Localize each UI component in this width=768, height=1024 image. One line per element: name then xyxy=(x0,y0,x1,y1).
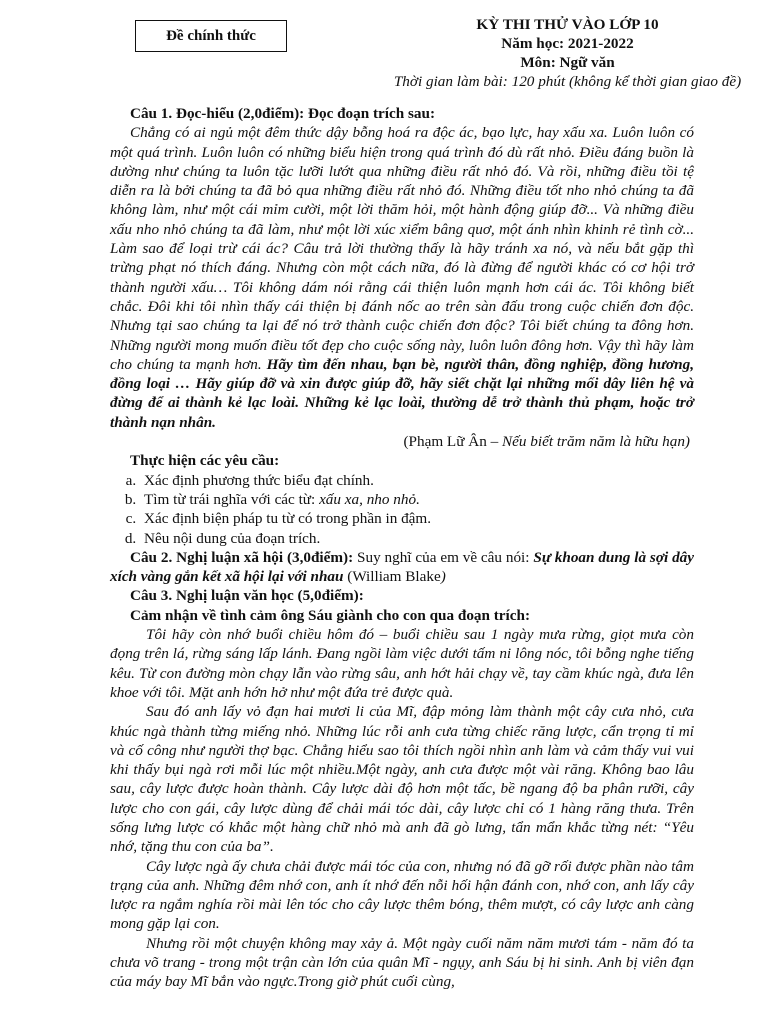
passage-text: Chẳng có ai ngủ một đêm thức dậy bỗng hoá ra độc ác, bạo lực, hay xấu xa. Luôn luôn có một quá trình. Luôn luôn có những biểu hiện trong quá trình đó dù rất nhỏ. Điều đáng buồn là dường như chúng ta luôn tặc lưỡi lướt qua những điều rất nhỏ đó. Và rồi, những điều tồi tệ diễn ra là bởi chúng ta đã bỏ qua những điều rất nhỏ đó. Những điều tốt nho nhỏ chúng ta đã không làm, như một cái mỉm cười, một lời thăm hỏi, một hành động giúp đỡ... Và những điều xấu nho nhỏ chúng ta đã làm, như một lời xúc xiểm bâng quơ, một ánh nhìn khinh rẻ tình cờ... Làm sao để loại trừ cái ác? Câu trả lời thường thấy là hãy tránh xa nó, và nếu bắt gặp thì trừng phạt nó thích đáng. Nhưng còn một cách nữa, đó là đừng để người khác có cơ hội trở thành người xấu… Tôi không dám nói rằng cái thiện luôn mạnh hơn cái ác. Tôi không biết chắc. Đôi khi tôi nhìn thấy cái thiện bị đánh nốc ao trên sàn đấu trong cuộc chiến đơn độc. Nhưng tại sao chúng ta lại để nó trở thành cuộc chiến đơn độc? Tôi biết chúng ta đông hơn. Những người mong muốn điều tốt đẹp cho cuộc sống này, luôn luôn đông hơn. Vậy thì hãy làm cho chúng ta mạnh hơn. xyxy=(110,124,694,373)
task-b-words: xấu xa, nho nhỏ. xyxy=(319,490,420,508)
school-year: Năm học: 2021-2022 xyxy=(501,35,634,52)
literary-excerpt xyxy=(110,625,694,992)
task-c: c. Xác định biện pháp tu từ có trong phần in đậm. xyxy=(140,509,694,528)
passage-source xyxy=(110,432,694,451)
official-label: Đề chính thức xyxy=(166,27,256,44)
task-b xyxy=(140,490,694,509)
subject: Môn: Ngữ văn xyxy=(520,54,615,71)
time-note: Thời gian làm bài: 120 phút (không kể thời gian giao đề) xyxy=(393,73,742,90)
question-3-subtitle: Cảm nhận về tình cảm ông Sáu giành cho con qua đoạn trích: xyxy=(130,606,531,624)
task-a: a. Xác định phương thức biểu đạt chính. xyxy=(140,471,694,490)
exam-header xyxy=(370,15,765,91)
excerpt-paragraph: Sau đó anh lấy vỏ đạn hai mươi li của Mĩ, đập mỏng làm thành một cây cưa nhỏ, cưa khúc ngà thành từng miếng nhỏ. Những lúc rỗi anh cưa từng chiếc răng lược, cẩn trọng tỉ mỉ và cố công như người thợ bạc. Chẳng hiểu sao tôi thích ngồi nhìn anh làm và cảm thấy vui vui khi thấy bụi ngà rơi mỗi lúc một nhiều.Một ngày, anh cưa được một vài răng. Không bao lâu sau, cây lược được hoàn thành. Cây lược dài độ hơn một tấc, bề ngang độ ba phân rưỡi, cây lược cho con gái, cây lược dùng để chải mái tóc dài, cây lược chỉ có 1 hàng răng thưa. Trên sống lưng lược có khắc một hàng chữ nhỏ mà anh đã gò lưng, tẩn mẩn khắc từng nét: “Yêu nhớ, tặng thu con của ba”. xyxy=(110,703,694,856)
official-label-box xyxy=(135,20,287,52)
task-d: d. Nêu nội dung của đoạn trích. xyxy=(140,529,694,548)
question-2-title: Câu 2. Nghị luận xã hội (3,0điểm): xyxy=(130,548,354,566)
exam-title: KỲ THI THỬ VÀO LỚP 10 xyxy=(476,16,659,33)
question-2-author-close: ) xyxy=(440,568,446,586)
excerpt-paragraph: Tôi hãy còn nhớ buổi chiều hôm đó – buổi chiều sau 1 ngày mưa rừng, giọt mưa còn đọng trên lá, rừng sáng lấp lánh. Đang ngồi làm việc dưới tấm ni lông nóc, tôi bỗng nghe tiếng kêu. Từ con đường mòn chạy lẫn vào rừng sâu, anh hớt hải chạy về, tay cầm khúc ngà, đưa lên khoe với tôi. Mặt anh hớn hở như một đứa trẻ được quà. xyxy=(110,626,694,701)
question-1-title: Câu 1. Đọc-hiểu (2,0điểm): Đọc đoạn trích sau: xyxy=(130,105,436,122)
source-work: Nếu biết trăm năm là hữu hạn) xyxy=(498,433,690,451)
question-2-author: (William Blake xyxy=(343,568,441,586)
question-2 xyxy=(110,548,694,587)
task-b-text: Tìm từ trái nghĩa với các từ: xyxy=(144,490,320,508)
source-author: (Phạm Lữ Ân – xyxy=(403,433,499,451)
excerpt-paragraph: Nhưng rồi một chuyện không may xảy ả. Một ngày cuối năm năm mươi tám - năm đó ta chưa võ trang - trong một trận càn lớn của quân Mĩ - ngụy, anh Sáu bị hi sinh. Anh bị viên đạn của máy bay Mĩ bắn vào ngực.Trong giờ phút cuối cùng, xyxy=(110,934,694,991)
task-list xyxy=(110,471,694,548)
excerpt-paragraph: Cây lược ngà ấy chưa chải được mái tóc của con, nhưng nó đã gỡ rối được phần nào tâm trạng của anh. Những đêm nhớ con, anh ít nhớ đến nỗi hối hận đánh con, nhớ con, anh lấy cây lược ra ngắm nghía rồi mài lên tóc cho cây lược thêm bóng, thêm mượt, có cây lược anh càng mong gặp lại con. xyxy=(110,857,694,933)
passage-bold-text: Hãy tìm đến nhau, bạn bè, người thân, đồng nghiệp, đồng hương, đồng loại … Hãy giúp đỡ và xin được giúp đỡ, hãy siết chặt lại những mối dây liên hệ và đừng để ai thành kẻ lạc loài. Những kẻ lạc loài, thường dễ trở thành thủ phạm, hoặc trở thành nạn nhân. xyxy=(110,355,694,431)
exam-content xyxy=(110,104,694,992)
question-3-title: Câu 3. Nghị luận văn học (5,0điểm): xyxy=(130,587,364,605)
question-2-quote: Sự khoan dung là sợi dây xích vàng gắn kết xã hội lại với nhau xyxy=(110,548,695,586)
question-2-prompt: Suy nghĩ của em về câu nói: xyxy=(353,548,534,566)
reading-passage xyxy=(110,123,694,432)
requirements-title: Thực hiện các yêu cầu: xyxy=(130,452,280,470)
